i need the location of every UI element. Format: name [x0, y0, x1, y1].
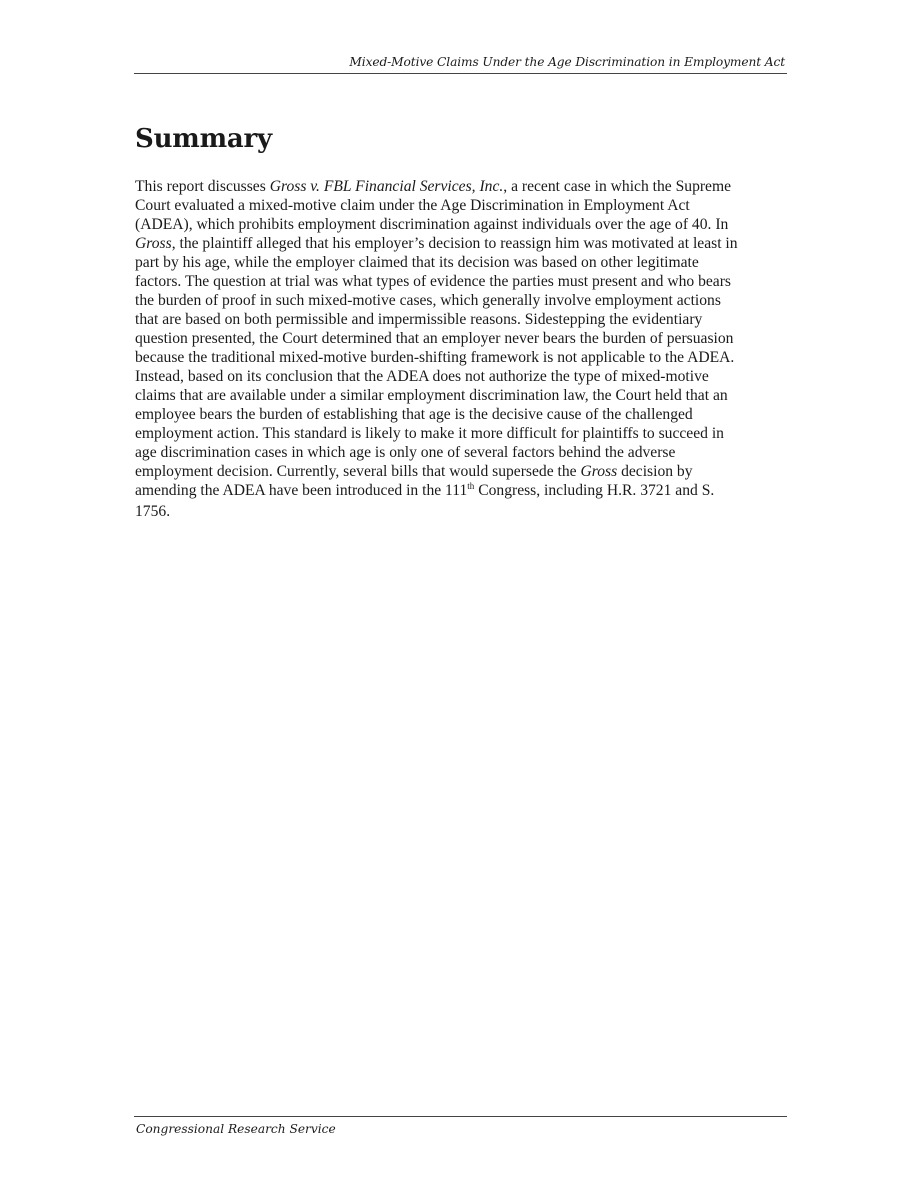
- ordinal-superscript: th: [467, 481, 475, 491]
- header-title: Mixed-Motive Claims Under the Age Discrimination in Employment Act: [349, 55, 785, 69]
- paragraph-line: Court evaluated a mixed-motive claim under the Age Discrimination in Employment Act: [135, 197, 690, 214]
- paragraph-line: Gross, the plaintiff alleged that his employer’s decision to reassign him was motivated at least in: [135, 235, 738, 252]
- summary-paragraph: [135, 177, 795, 521]
- paragraph-line: This report discusses Gross v. FBL Financial Services, Inc., a recent case in which the Supreme: [135, 178, 732, 195]
- paragraph-line: because the traditional mixed-motive burden-shifting framework is not applicable to the ADEA.: [135, 349, 735, 366]
- paragraph-line: 1756.: [135, 503, 171, 520]
- section-heading: Summary: [135, 124, 272, 154]
- paragraph-line: (ADEA), which prohibits employment discrimination against individuals over the age of 40. In: [135, 216, 729, 233]
- paragraph-line: employment action. This standard is likely to make it more difficult for plaintiffs to succeed in: [135, 425, 724, 442]
- paragraph-line: part by his age, while the employer claimed that its decision was based on other legitimate: [135, 254, 699, 271]
- paragraph-line: claims that are available under a similar employment discrimination law, the Court held that an: [135, 387, 728, 404]
- running-footer: [134, 1116, 787, 1136]
- paragraph-line: Instead, based on its conclusion that the ADEA does not authorize the type of mixed-motive: [135, 368, 709, 385]
- paragraph-line: question presented, the Court determined that an employer never bears the burden of persuasion: [135, 330, 734, 347]
- footer-source: Congressional Research Service: [136, 1122, 336, 1136]
- paragraph-line: employee bears the burden of establishing that age is the decisive cause of the challenged: [135, 406, 693, 423]
- paragraph-line: age discrimination cases in which age is only one of several factors behind the adverse: [135, 444, 676, 461]
- paragraph-line: amending the ADEA have been introduced in the 111th Congress, including H.R. 3721 and S.: [135, 481, 715, 499]
- paragraph-line: employment decision. Currently, several bills that would supersede the Gross decision by: [135, 463, 693, 480]
- paragraph-line: that are based on both permissible and impermissible reasons. Sidestepping the evidentiary: [135, 311, 703, 328]
- paragraph-line: factors. The question at trial was what types of evidence the parties must present and who bears: [135, 273, 731, 290]
- running-header: [134, 53, 787, 74]
- paragraph-line: the burden of proof in such mixed-motive cases, which generally involve employment actions: [135, 292, 721, 309]
